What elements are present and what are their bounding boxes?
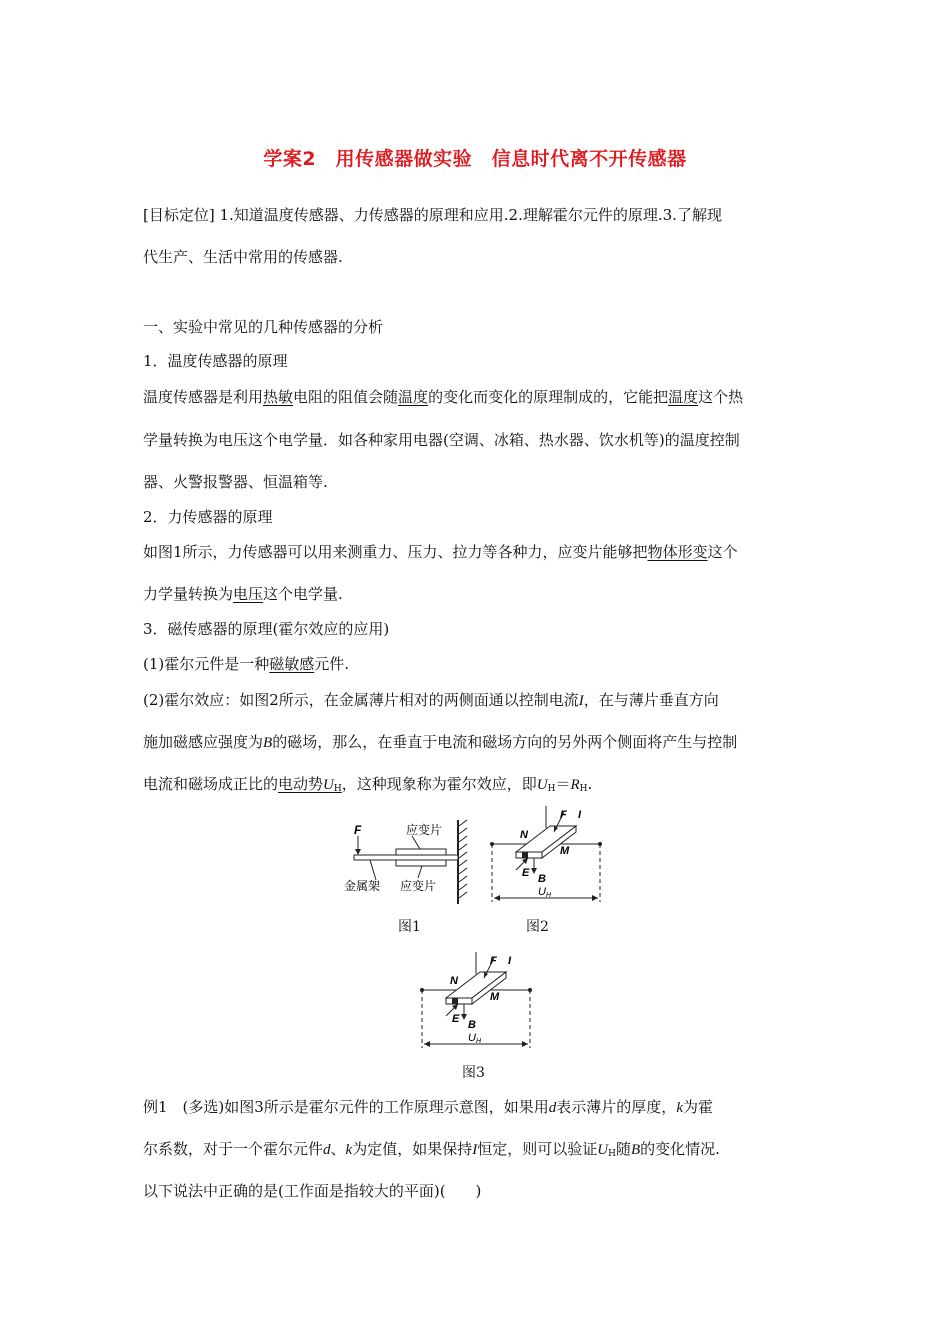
magnetic-para-2-line-2	[143, 732, 813, 753]
page-title: 学案2 用传感器做实验 信息时代离不开传感器	[263, 148, 687, 170]
answer-blank: 磁敏感	[269, 655, 315, 673]
label-B: B	[538, 873, 546, 885]
symbol-I: I	[578, 693, 584, 709]
text: 这个	[707, 543, 738, 561]
label-strain-gauge-bottom: 应变片	[400, 879, 437, 893]
symbol-d: d	[548, 1100, 557, 1116]
label-F: F	[560, 809, 567, 821]
temp-heading: 1．温度传感器的原理	[143, 352, 288, 370]
figure-2-hall-element	[484, 804, 608, 908]
label-U-subscript: H	[475, 1038, 482, 1045]
text: (2)霍尔效应：如图2所示，在金属薄片相对的两侧面通以控制电流	[143, 691, 579, 709]
label-U-main: U	[538, 886, 546, 898]
symbol-U: U	[597, 1142, 609, 1158]
label-E: E	[522, 867, 530, 879]
temp-line-1	[143, 387, 813, 407]
force-heading: 2．力传感器的原理	[143, 508, 273, 526]
label-F: F	[354, 823, 362, 837]
label-metal-frame: 金属架	[344, 879, 381, 893]
text: 、	[330, 1140, 346, 1158]
figure-1-caption: 图1	[398, 919, 421, 935]
figure-2-caption: 图2	[526, 919, 549, 935]
answer-blank	[278, 775, 342, 793]
magnetic-heading: 3．磁传感器的原理(霍尔效应的应用)	[143, 620, 390, 638]
text: 为霍	[682, 1098, 713, 1116]
text: 施加磁感应强度为	[143, 733, 264, 751]
equals-sign: ＝	[555, 775, 571, 793]
figure-3-caption: 图3	[462, 1065, 485, 1081]
text: 为定值，如果保持	[352, 1140, 473, 1158]
symbol-R: R	[570, 777, 580, 793]
text: 温度传感器是利用	[143, 388, 264, 406]
label-I: I	[578, 809, 582, 821]
symbol-k: k	[676, 1100, 683, 1116]
force-line-2	[143, 584, 813, 604]
text: 电阻的阻值会随	[293, 388, 399, 406]
label-F: F	[490, 955, 497, 967]
label-U	[538, 886, 552, 899]
symbol-d: d	[323, 1142, 331, 1158]
example-line-2	[143, 1139, 813, 1164]
force-line-1	[143, 542, 813, 562]
text: 的变化情况.	[640, 1140, 720, 1158]
magnetic-para-2-line-1	[143, 690, 813, 711]
text: 元件.	[314, 655, 350, 673]
symbol-U: U	[323, 777, 334, 793]
example-line-3: 以下说法中正确的是(工作面是指较大的平面)( )	[143, 1182, 482, 1200]
label-U-subscript: H	[545, 892, 552, 899]
magnetic-para-1	[143, 654, 813, 674]
text: .	[587, 775, 593, 793]
answer-blank: 温度	[398, 388, 429, 406]
label-strain-gauge-top: 应变片	[406, 823, 443, 837]
text: ，这种现象称为霍尔效应，即	[341, 775, 537, 793]
subscript: H	[333, 784, 342, 794]
text: 的变化而变化的原理制成的，它能把	[428, 388, 669, 406]
label-M: M	[490, 991, 500, 1003]
text: 表示薄片的厚度，	[556, 1098, 677, 1116]
text: (1)霍尔元件是一种	[143, 655, 270, 673]
symbol-I: I	[472, 1142, 478, 1158]
symbol-U: U	[536, 777, 548, 793]
label-E: E	[452, 1013, 460, 1025]
subscript: H	[579, 784, 588, 794]
figure-3-hall-element	[414, 950, 538, 1054]
answer-blank: 温度	[668, 388, 699, 406]
answer-blank: 热敏	[263, 388, 294, 406]
subscript: H	[547, 784, 556, 794]
text: 电动势	[278, 775, 324, 793]
text: 例1 (多选)如图3所示是霍尔元件的工作原理示意图，如果用	[143, 1098, 549, 1116]
goal-line-1: [目标定位] 1.知道温度传感器、力传感器的原理和应用.2.理解霍尔元件的原理.3.了解现	[143, 206, 722, 224]
temp-line-3: 器、火警报警器、恒温箱等.	[143, 473, 328, 491]
section-heading: 一、实验中常见的几种传感器的分析	[143, 318, 384, 336]
text: 力学量转换为	[143, 585, 234, 603]
subscript: H	[608, 1149, 616, 1159]
figure-1-force-sensor	[340, 818, 480, 908]
example-line-1	[143, 1097, 813, 1118]
text: ，在与薄片垂直方向	[583, 691, 719, 709]
temp-line-2: 学量转换为电压这个电学量．如各种家用电器(空调、冰箱、热水器、饮水机等)的温度控制	[143, 431, 740, 449]
text: 这个热	[698, 388, 744, 406]
label-I: I	[508, 955, 512, 967]
text: 恒定，则可以验证	[477, 1140, 598, 1158]
answer-blank: 物体形变	[647, 543, 708, 561]
text: 尔系数，对于一个霍尔元件	[143, 1140, 324, 1158]
label-M: M	[560, 845, 570, 857]
label-B: B	[468, 1019, 476, 1031]
text: 这个电学量.	[263, 585, 343, 603]
answer-blank: 电压	[233, 585, 264, 603]
magnetic-para-2-line-3	[143, 774, 813, 799]
label-U	[468, 1032, 482, 1045]
label-U-main: U	[468, 1032, 476, 1044]
symbol-B: B	[263, 735, 273, 751]
symbol-B: B	[630, 1142, 641, 1158]
text: 随	[615, 1140, 631, 1158]
text: 的磁场，那么，在垂直于电流和磁场方向的另外两个侧面将产生与控制	[272, 733, 738, 751]
label-N: N	[520, 829, 528, 841]
text: 电流和磁场成正比的	[143, 775, 279, 793]
label-N: N	[450, 975, 458, 987]
goal-line-2: 代生产、生活中常用的传感器.	[143, 248, 343, 266]
symbol-k: k	[345, 1142, 353, 1158]
text: 如图1所示，力传感器可以用来测重力、压力、拉力等各种力，应变片能够把	[143, 543, 648, 561]
